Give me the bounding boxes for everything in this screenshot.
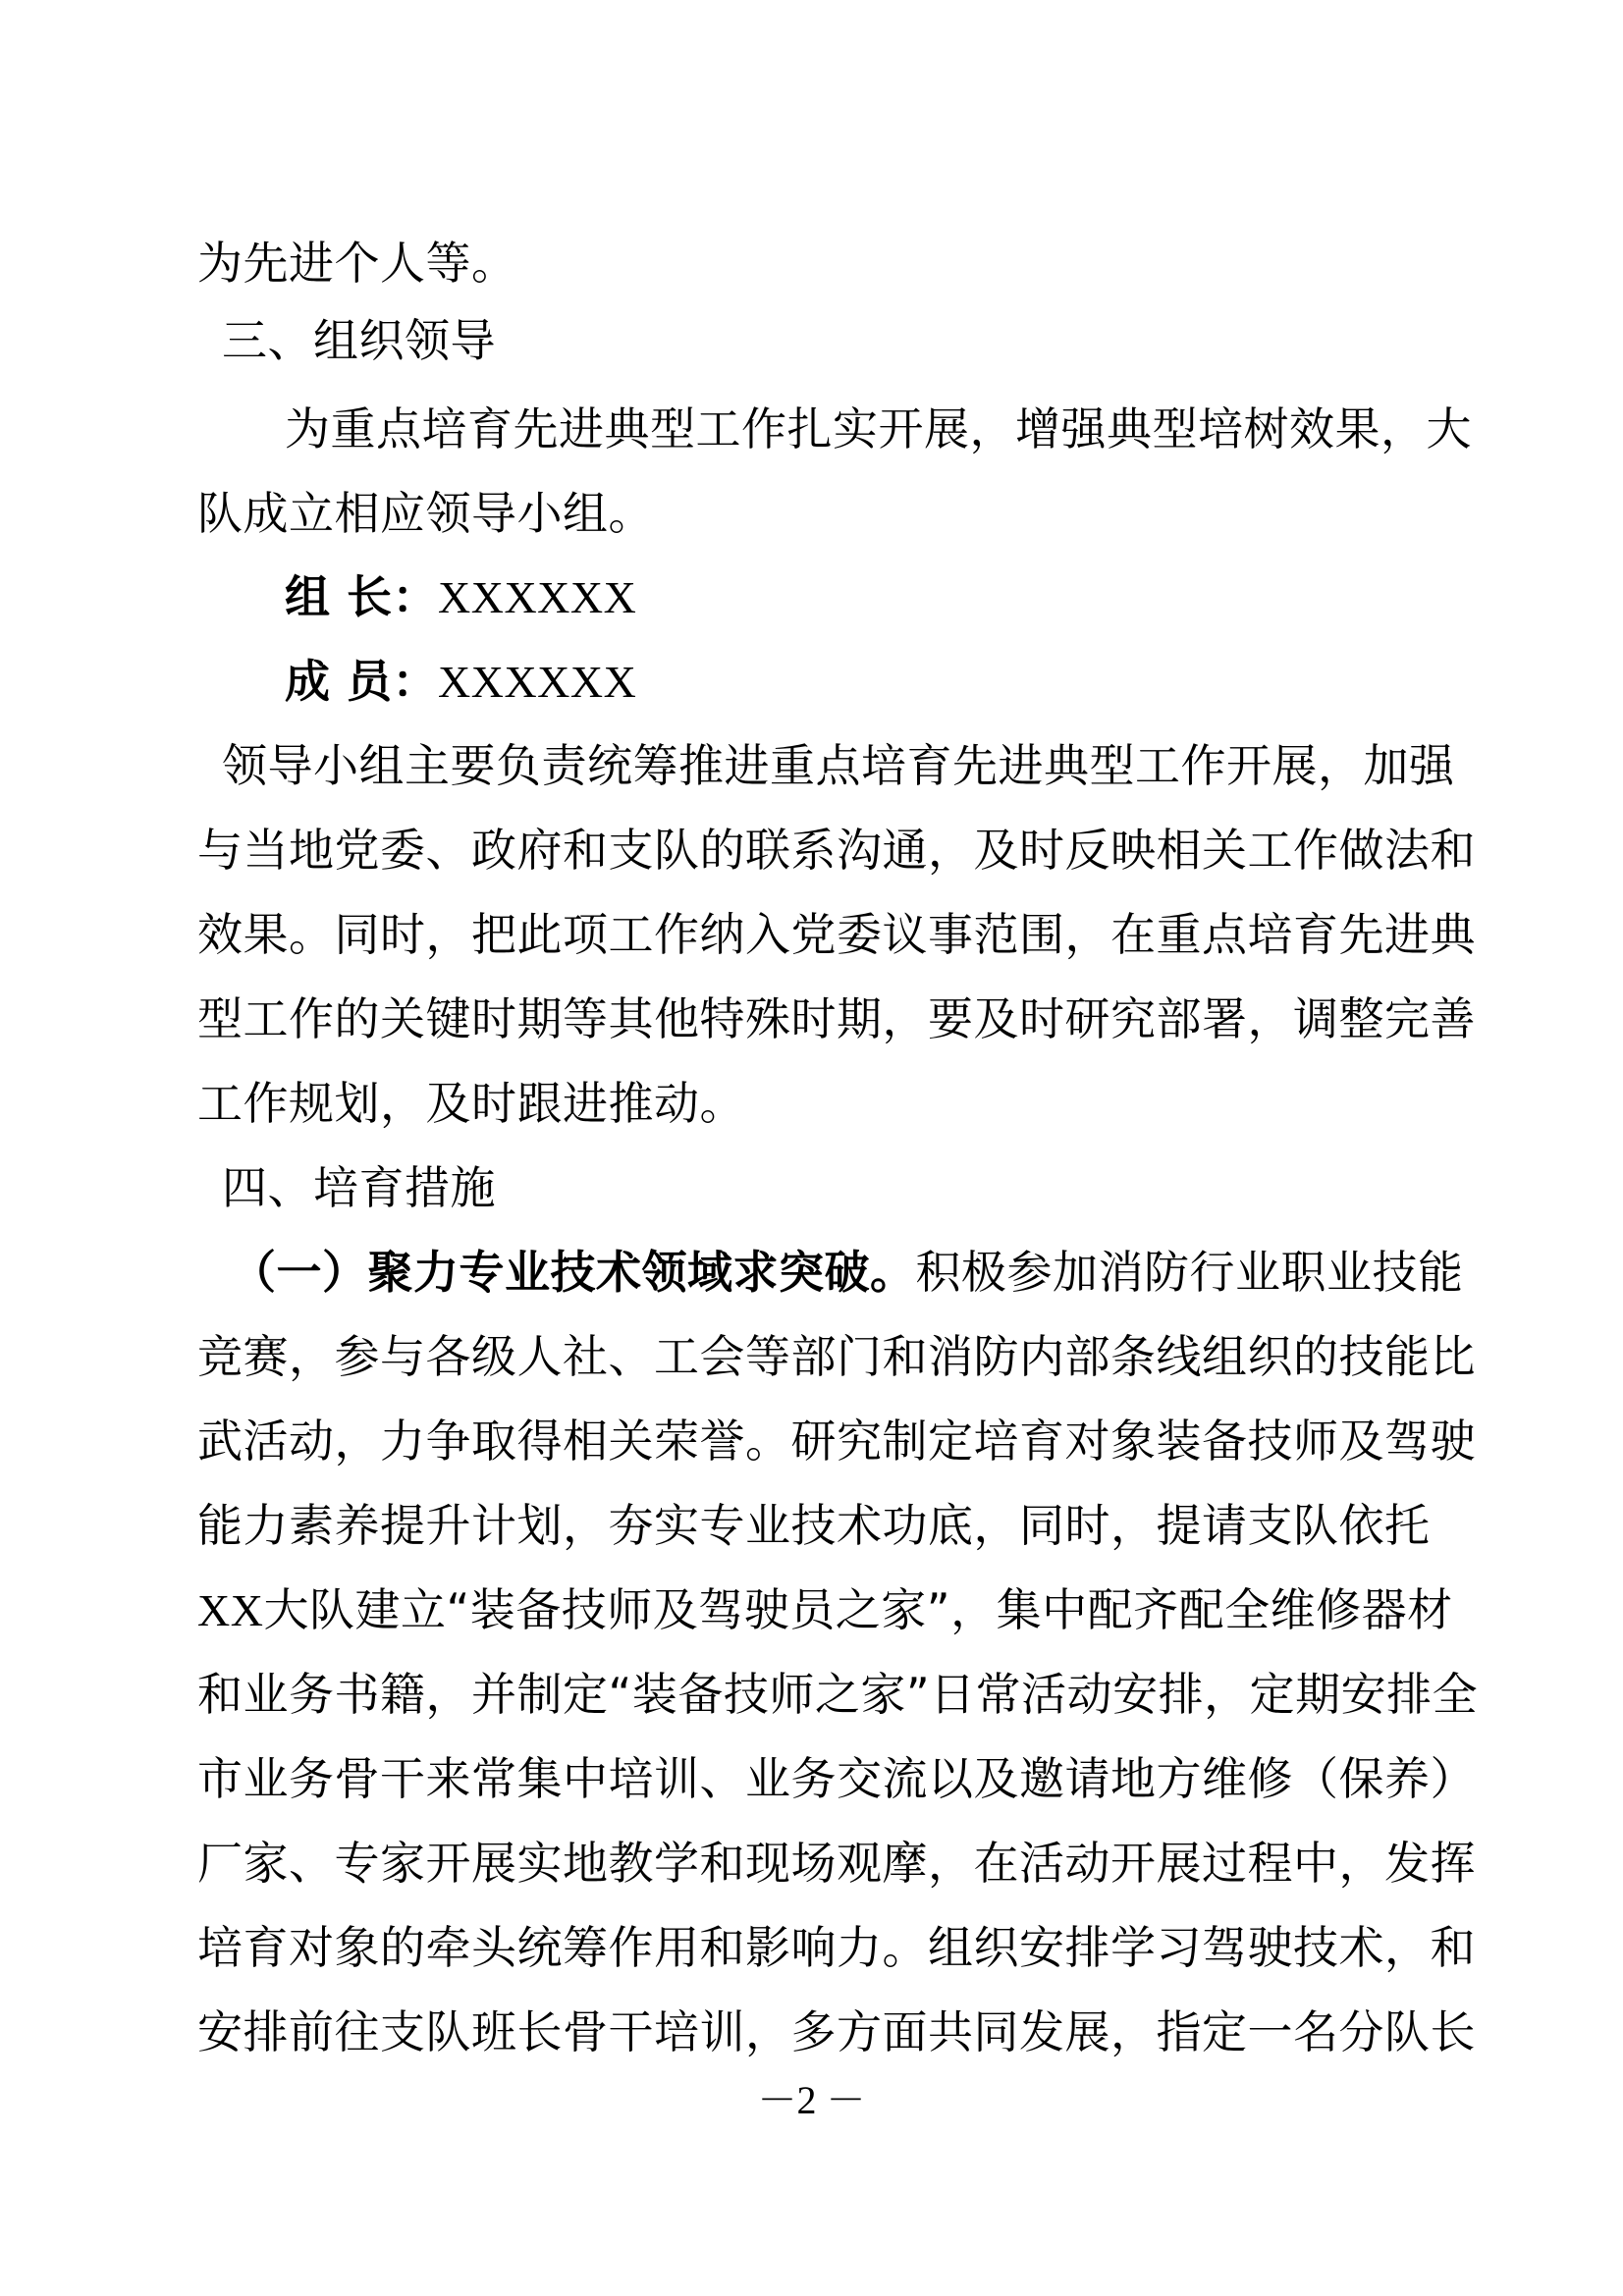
text-line: 培育对象的牵头统筹作用和影响力。组织安排学习驾驶技术，和 xyxy=(197,1921,1476,1974)
text-line: 市业务骨干来常集中培训、业务交流以及邀请地方维修（保养） xyxy=(197,1752,1476,1805)
text-line: 武活动，力争取得相关荣誉。研究制定培育对象装备技师及驾驶 xyxy=(197,1415,1476,1468)
member-label: 成 员： xyxy=(285,655,439,708)
section-heading-organization: 三、组织领导 xyxy=(222,314,496,367)
text-line: 工作规划，及时跟进推动。 xyxy=(197,1077,745,1130)
text-line: 竞赛，参与各级人社、工会等部门和消防内部条线组织的技能比 xyxy=(197,1330,1476,1383)
section-heading-measures: 四、培育措施 xyxy=(222,1161,496,1214)
leader-entry xyxy=(285,567,636,626)
leader-value: XXXXXX xyxy=(438,572,637,622)
text-line: 效果。同时，把此项工作纳入党委议事范围，在重点培育先进典 xyxy=(197,908,1476,961)
text-line: 为重点培育先进典型工作扎实开展，增强典型培树效果，大 xyxy=(285,402,1472,455)
xx-line xyxy=(197,1580,1453,1639)
text-line: 为先进个人等。 xyxy=(197,237,517,290)
text-line: 型工作的关键时期等其他特殊时期，要及时研究部署，调整完善 xyxy=(197,992,1476,1045)
member-value: XXXXXX xyxy=(438,657,637,707)
leader-label: 组 长： xyxy=(285,570,439,623)
text-line: 领导小组主要负责统筹推进重点培育先进典型工作开展，加强 xyxy=(222,739,1455,792)
text-line: 与当地党委、政府和支队的联系沟通，及时反映相关工作做法和 xyxy=(197,824,1476,877)
text-line: 厂家、专家开展实地教学和现场观摩，在活动开展过程中，发挥 xyxy=(197,1837,1476,1890)
xx-prefix: XX xyxy=(197,1585,264,1635)
text-line: 队成立相应领导小组。 xyxy=(197,487,654,540)
xx-text: 大队建立“装备技师及驾驶员之家”，集中配齐配全维修器材 xyxy=(263,1583,1453,1636)
member-entry xyxy=(285,652,636,711)
measure-1-text: 积极参加消防行业职业技能 xyxy=(915,1246,1464,1299)
measure-1-heading: （一）聚力专业技术领域求突破。 xyxy=(231,1246,916,1299)
text-line: 能力素养提升计划，夯实专业技术功底，同时，提请支队依托 xyxy=(197,1499,1431,1552)
page-number: －2 － xyxy=(757,2078,866,2122)
text-line: 安排前往支队班长骨干培训，多方面共同发展，指定一名分队长 xyxy=(197,2005,1476,2058)
text-line: 和业务书籍，并制定“装备技师之家”日常活动安排，定期安排全 xyxy=(197,1668,1479,1721)
measure-1-line xyxy=(231,1243,1464,1302)
